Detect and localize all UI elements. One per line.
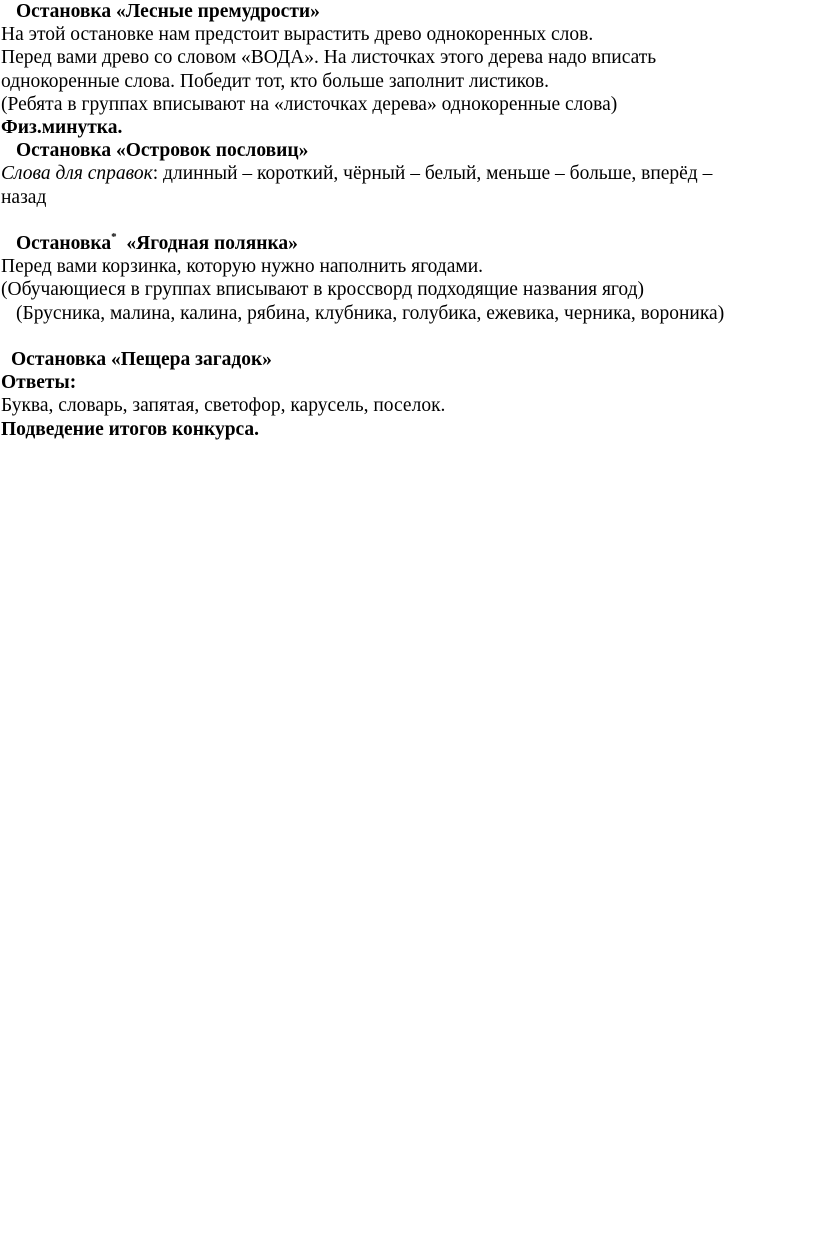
stop1-heading: Остановка «Лесные премудрости» [16,1,320,22]
document-page [1,0,813,441]
stop3-heading [1,232,813,255]
stop2-hint-line-2: назад [1,186,47,208]
footnote-mark: * [111,230,117,243]
stop1-line-3: однокоренные слова. Победит тот, кто больше заполнит листиков. [1,70,549,92]
stop3-heading-title: «Ягодная полянка» [126,233,298,255]
stop1-line-1: На этой остановке нам предстоит вырастить древо однокоренных слов. [1,24,594,46]
stop3-heading-word: Остановка [16,233,112,255]
stop2-hint-line-1 [1,162,813,185]
blank-line [1,325,813,348]
stop3-line-1: Перед вами корзинка, которую нужно наполнить ягодами. [1,256,484,278]
stop2-hint-text: : длинный – короткий, чёрный – белый, меньше – больше, вперёд – [152,163,713,185]
stop3-line-2: (Обучающиеся в группах вписывают в кроссворд подходящие названия ягод) [1,279,645,301]
blank-line [1,209,813,232]
summary-heading: Подведение итогов конкурса. [1,418,260,440]
stop4-heading: Остановка «Пещера загадок» [11,349,272,371]
answers-text: Буква, словарь, запятая, светофор, карусель, поселок. [1,395,446,417]
physminute-heading: Физ.минутка. [1,117,123,139]
stop2-heading: Остановка «Островок пословиц» [16,140,309,162]
stop1-line-4: (Ребята в группах вписывают на «листочках дерева» однокоренные слова) [1,93,618,115]
stop1-line-2: Перед вами древо со словом «ВОДА». На листочках этого дерева надо вписать [1,47,657,69]
stop2-hint-label: Слова для справок [1,163,153,185]
stop3-berries-list: (Брусника, малина, калина, рябина, клубника, голубика, ежевика, черника, вороника) [16,302,725,324]
answers-label: Ответы: [1,372,77,394]
